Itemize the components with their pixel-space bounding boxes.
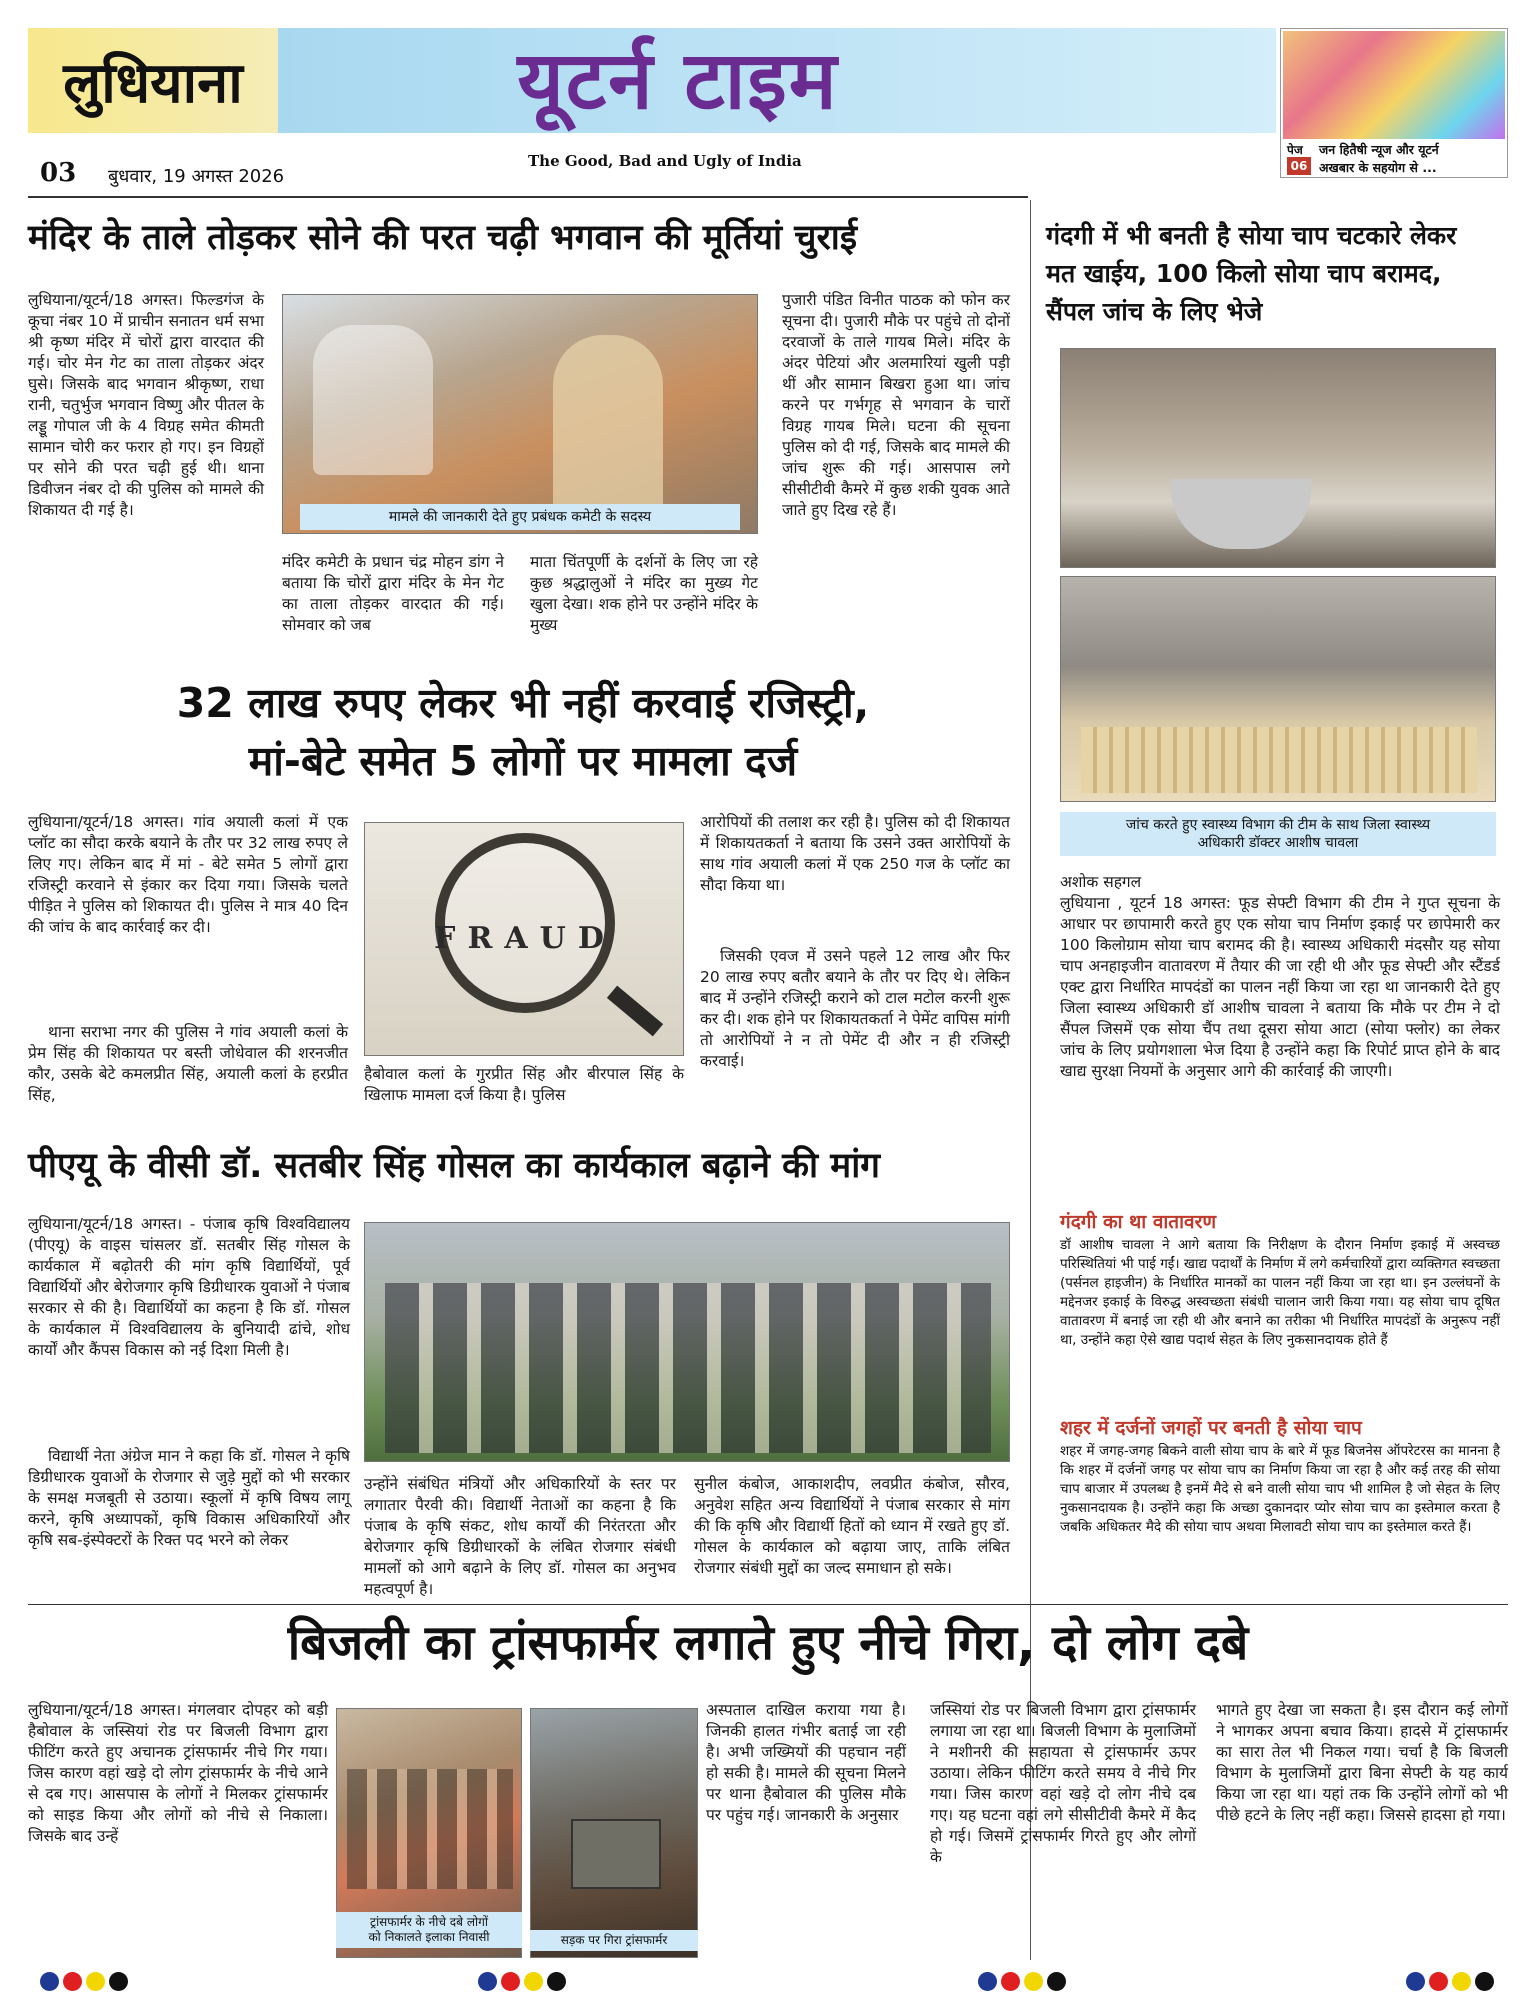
print-marks-mid-right — [978, 1972, 1070, 1995]
print-dot-yellow — [1452, 1972, 1471, 1991]
page-number: 03 — [40, 158, 77, 188]
story5-col3: जस्सियां रोड पर बिजली विभाग द्वारा ट्रांसफार्मर लगाया जा रहा था। बिजली विभाग के मुलाजिमों ने मशीनरी की सहायता से ट्रांसफार्मर ऊपर उठाया। लेकिन फीटिंग करते समय वे नीचे गिर गया। जिस कारण वहां खड़े दो लोग नीचे दब गए। यह घटना वहां लगे सीसीटीवी कैमरे में कैद हो गई। जिसमें ट्रांसफार्मर गिरते हुए और लोगों के — [930, 1701, 1196, 1866]
story2-under-image: हैबोवाल कलां के गुरप्रीत सिंह और बीरपाल सिंह के खिलाफ मामला दर्ज किया है। पुलिस — [364, 1065, 684, 1104]
story1-col3: माता चिंतपूर्णी के दर्शनों के लिए जा रहे कुछ श्रद्धालुओं ने मंदिर का मुख्य गेट खुला देखा। शक होने पर उन्होंने मंदिर के मुख्य — [530, 553, 758, 634]
print-dot-red — [1001, 1972, 1020, 1991]
promo-photo — [1283, 31, 1505, 139]
vessel-shape — [1171, 479, 1311, 549]
promo-line-2: अखबार के सहयोग से ... — [1319, 160, 1437, 175]
print-marks-left — [40, 1972, 132, 1995]
magnifier-handle — [607, 986, 663, 1037]
fallen-transformer-shape — [571, 1819, 661, 1889]
story1-photo — [282, 294, 758, 534]
story4-caption-line1: जांच करते हुए स्वास्थ्य विभाग की टीम के साथ जिला स्वास्थ्य — [1125, 817, 1431, 833]
promo-line-1: जन हितैषी न्यूज और यूटर्न — [1319, 142, 1439, 157]
print-dot-blue — [478, 1972, 497, 1991]
transformer-caption-1-line1: ट्रांसफार्मर के नीचे दबे लोगों — [370, 1915, 488, 1929]
promo-box[interactable] — [1280, 28, 1508, 178]
story5-top-rule — [28, 1604, 1508, 1605]
print-dot-red — [1429, 1972, 1448, 1991]
story2-col1a: लुधियाना/यूटर्न/18 अगस्त। गांव अयाली कलां में एक प्लॉट का सौदा करके बयाने के तौर पर 32 लाख रुपए ले लिए गए। लेकिन बाद में मां - बेटे समेत 5 लोगों द्वारा रजिस्ट्री करवाने से इंकार कर दिया गया। जिसके चलते पीड़ित ने पुलिस को शिकायत दी। पुलिस ने मात्र 40 दिन की जांच के बाद कार्रवाई कर दी। — [28, 813, 348, 936]
promo-page-label: पेज — [1287, 143, 1303, 157]
story1-col2: मंदिर कमेटी के प्रधान चंद्र मोहन डांग ने बताया कि चोरों द्वारा मंदिर के मेन गेट का ताला तोड़कर वारदात की गई। सोमवार को जब — [282, 553, 504, 634]
masthead-brand: यूटर्न टाइम — [517, 34, 839, 127]
fraud-photo — [364, 822, 684, 1056]
print-dot-black — [1475, 1972, 1494, 1991]
story4-headline-line2: मत खाईय, 100 किलो सोया चाप बरामद, — [1046, 259, 1442, 288]
story4-body: लुधियाना , यूटर्न 18 अगस्त: फूड सेफ्टी विभाग की टीम ने गुप्त सूचना के आधार पर छापामारी करते हुए एक सोया चाप निर्माण इकाई पर छापेमारी कर 100 किलोग्राम सोया चाप बरामद की है। स्वास्थ्य अधिकारी मंदसौर यह सोया चाप अनहाइजीन वातावरण में तैयार की जा रही थी और फूड सेफ्टी और स्टैंडर्ड एक्ट द्वारा निर्धारित मापदंडों का पालन नहीं किया जा रहा था जानकारी देते हुए जिला स्वास्थ्य अधिकारी डॉ आशीष चावला ने बताया कि मौके पर टीम ने दो सैंपल जिसमें एक सोया चैंप तथा दूसरा सोया आटा (सोया फ्लोर) का लेकर जांच के लिए प्रयोगशाला भेज दिया है उन्होंने कहा कि रिपोर्ट प्राप्त होने के बाद खाद्य सुरक्षा नियमों के अनुसार आगे की कार्रवाई की जाएगी। — [1060, 894, 1500, 1080]
print-dot-blue — [978, 1972, 997, 1991]
story2-headline-line2: मां-बेटे समेत 5 लोगों पर मामला दर्ज — [248, 737, 798, 785]
story5-col2: अस्पताल दाखिल कराया गया है। जिनकी हालत गंभीर बताई जा रही है। अभी जख्मियों की पहचान नहीं हो सकी है। मामले की सूचना मिलने पर थाना हैबोवाल की पुलिस मौके पर पहुंच गई। जानकारी के अनुसार — [706, 1701, 906, 1824]
story1-col1: लुधियाना/यूटर्न/18 अगस्त। फिल्डगंज के कूचा नंबर 10 में प्राचीन सनातन धर्म सभा श्री कृष्ण मंदिर में चोरों द्वारा वारदात की गई। चोर मेन गेट का ताला तोड़कर अंदर घुसे। जिसके बाद भगवान श्रीकृष्ण, राधा रानी, चतुर्भुज भगवान विष्णु और पीतल के लड्डू गोपाल जी के 4 विग्रह समेत कीमती सामान चोरी कर फरार हो गए। इन विग्रहों पर सोने की परत चढ़ी हुई थी। थाना डिवीजन नंबर दो की पुलिस को मामले की शिकायत दी गई है। — [28, 291, 264, 519]
vertical-rule-main — [1030, 200, 1031, 1960]
crowd-shape — [347, 1769, 513, 1889]
print-dot-black — [547, 1972, 566, 1991]
story3-headline: पीएयू के वीसी डॉ. सतबीर सिंह गोसल का कार्यकाल बढ़ाने की मांग — [28, 1146, 880, 1186]
print-dot-red — [63, 1972, 82, 1991]
print-dot-blue — [40, 1972, 59, 1991]
soya-unit-photo-1 — [1060, 348, 1496, 568]
print-dot-red — [501, 1972, 520, 1991]
print-dot-yellow — [1024, 1972, 1043, 1991]
story3-col2: उन्होंने संबंधित मंत्रियों और अधिकारियों के स्तर पर लगातार पैरवी की। विद्यार्थी नेताओं का कहना है कि पंजाब के कृषि संकट, शोध कार्यों की निरंतरता और बेरोजगार कृषि डिग्रीधारकों के लंबित रोजगार संबंधी मामलों को आगे बढ़ाने के लिए डॉ. गोसल का अनुभव महत्वपूर्ण है। — [364, 1475, 676, 1598]
issue-date: बुधवार, 19 अगस्त 2026 — [108, 166, 285, 187]
story3-col1a: लुधियाना/यूटर्न/18 अगस्त। - पंजाब कृषि विश्वविद्यालय (पीएयू) के वाइस चांसलर डॉ. सतबीर सिंह गोसल के कार्यकाल में बढ़ोतरी की मांग कृषि विद्यार्थियों, पूर्व विद्यार्थियों और बेरोजगार कृषि डिग्रीधारक युवाओं ने पंजाब सरकार से की है। विद्यार्थियों का कहना है कि डॉ. गोसल के कार्यकाल में विश्वविद्यालय के बुनियादी ढांचे, शोध कार्यों और कैंपस विकास को नई दिशा मिली है। — [28, 1215, 350, 1359]
story5-col1: लुधियाना/यूटर्न/18 अगस्त। मंगलवार दोपहर को बड़ी हैबोवाल के जस्सियां रोड पर बिजली विभाग द्वारा फीटिंग करते हुए अचानक ट्रांसफार्मर नीचे गिर गया। जिस कारण वहां खड़े दो लोग ट्रांसफार्मर के नीचे आने से दब गए। आसपास के लोगों ने मिलकर ट्रांसफार्मर को साइड किया और लोगों को नीचे से निकाला। जिसके बाद उन्हें — [28, 1701, 328, 1845]
group-people-shape — [385, 1283, 991, 1453]
story4-subhead-2: शहर में दर्जनों जगहों पर बनती है सोया चाप — [1060, 1417, 1362, 1439]
story4-sub2-body: शहर में जगह-जगह बिकने वाली सोया चाप के बारे में फूड बिजनेस ऑपरेटरस का मानना है कि शहर में दर्जनों जगह पर सोया चाप का निर्माण किया जा रहा है और कई तरह की सोया चाप बाजार में उपलब्ध है इनमें मैदे से बने वाली सोया चाप भी शामिल है जो सेहत के लिए नुकसानदायक है। उन्होंने कहा कि अच्छा दुकानदार प्योर सोया चाप का इस्तेमाल करता है जबकि अधिकतर मैदे की सोया चाप अथवा मिलावटी सोया चाप का इस्तेमाल करते हैं। — [1060, 1443, 1500, 1535]
story4-caption — [1060, 812, 1496, 856]
story5-col4: भागते हुए देखा जा सकता है। इस दौरान कई लोगों ने भागकर अपना बचाव किया। हादसे में ट्रांसफार्मर का सारा तेल भी निकल गया। चर्चा है कि बिजली विभाग के मुलाजिमों द्वारा बिना सेफ्टी के यह कार्य किया जा रहा था। यहां तक कि उन्होंने लोगों को भी पीछे हटने के लिए नहीं कहा। जिससे हादसा हो गया। — [1216, 1701, 1508, 1824]
story2-col3a: आरोपियों की तलाश कर रही है। पुलिस को दी शिकायत में शिकायतकर्ता ने बताया कि उसने उक्त आरोपियों के साथ गांव अयाली कलां में एक 250 गज के प्लॉट का सौदा किया था। — [700, 813, 1010, 894]
story4-headline-line3: सैंपल जांच के लिए भेजे — [1046, 297, 1263, 326]
soya-chaap-pile — [1081, 727, 1477, 793]
story1-col4: पुजारी पंडित विनीत पाठक को फोन कर सूचना दी। पुजारी मौके पर पहुंचे तो दोनों दरवाजों के ताले गायब मिले। मंदिर के अंदर पेटियां और अलमारियां खुली पड़ी थीं और सामान बिखरा हुआ था। जांच करने पर गर्भगृह से भगवान के चारों विग्रह गायब मिले। घटना की सूचना पुलिस को दी गई, जिसके बाद मामले की जांच शुरू की गई। आसपास लगे सीसीटीवी कैमरे में कुछ शकी युवक आते जाते हुए दिख रहे हैं। — [782, 291, 1010, 519]
fraud-blocks-word: FRAUD — [434, 921, 616, 956]
masthead — [28, 28, 1276, 188]
masthead-rule — [28, 196, 1028, 198]
person-shape — [553, 335, 663, 515]
transformer-caption-1 — [336, 1912, 522, 1948]
story1-headline: मंदिर के ताले तोड़कर सोने की परत चढ़ी भगवान की मूर्तियां चुराई — [28, 218, 858, 258]
story4-subhead-1: गंदगी का था वातावरण — [1060, 1211, 1217, 1233]
students-group-photo — [364, 1222, 1010, 1462]
story1-caption: मामले की जानकारी देते हुए प्रबंधक कमेटी के सदस्य — [300, 504, 740, 530]
promo-page-badge: 06 — [1287, 157, 1311, 175]
print-dot-black — [1047, 1972, 1066, 1991]
story5-headline: बिजली का ट्रांसफार्मर लगाते हुए नीचे गिरा, दो लोग दबे — [287, 1615, 1249, 1671]
story4-caption-line2: अधिकारी डॉक्टर आशीष चावला — [1197, 835, 1359, 851]
masthead-city: लुधियाना — [63, 50, 243, 116]
print-dot-black — [109, 1972, 128, 1991]
print-dot-yellow — [524, 1972, 543, 1991]
print-dot-yellow — [86, 1972, 105, 1991]
masthead-tagline: The Good, Bad and Ugly of India — [528, 152, 802, 170]
print-marks-center — [478, 1972, 570, 1995]
story3-col1b: विद्यार्थी नेता अंग्रेज मान ने कहा कि डॉ. गोसल ने कृषि डिग्रीधारक युवाओं के रोजगार से जुड़े मुद्दों को भी सरकार के समक्ष मजबूती से उठाया। स्कूलों में कृषि विषय लागू करने, कृषि अध्यापकों, कृषि विकास अधिकारियों और कृषि सब-इंस्पेक्टरों के रिक्त पद भरने को लेकर — [28, 1447, 350, 1549]
transformer-photo-2 — [530, 1708, 698, 1958]
story4-byline: अशोक सहगल — [1060, 873, 1142, 891]
transformer-caption-1-line2: को निकालते इलाका निवासी — [368, 1930, 490, 1944]
soya-unit-photo-2 — [1060, 576, 1496, 802]
transformer-caption-2: सड़क पर गिरा ट्रांसफार्मर — [530, 1930, 698, 1951]
print-dot-blue — [1406, 1972, 1425, 1991]
story2-headline-line1: 32 लाख रुपए लेकर भी नहीं करवाई रजिस्ट्री, — [176, 679, 870, 727]
story4-sub1-body: डॉ आशीष चावला ने आगे बताया कि निरीक्षण के दौरान निर्माण इकाई में अस्वच्छ परिस्थितियां भी पाई गईं। खाद्य पदार्थों के निर्माण में लगे कर्मचारियों द्वारा व्यक्तिगत स्वच्छता (पर्सनल हाइजीन) के निर्धारित मानकों का पालन नहीं किया जा रहा था। इन उल्लंघनों के मद्देनजर इकाई के विरुद्ध अस्वच्छता संबंधी चालान जारी किया गया। यह सोया चाप दूषित वातावरण में बनाई जा रही थी और बनाने का तरीका भी निर्धारित मापदंडों के अनुरूप नहीं था, उन्होंने कहा ऐसे खाद्य पदार्थ सेहत के लिए नुकसानदायक होते हैं — [1060, 1237, 1500, 1348]
story4-headline-line1: गंदगी में भी बनती है सोया चाप चटकारे लेकर — [1046, 221, 1457, 250]
story2-col1b: थाना सराभा नगर की पुलिस ने गांव अयाली कलां के प्रेम सिंह की शिकायत पर बस्ती जोधेवाल की शरनजीत कौर, उसके बेटे कमलप्रीत सिंह, अयाली कलां के हरप्रीत सिंह, — [28, 1023, 348, 1104]
temple-idol-shape — [313, 325, 433, 475]
print-marks-right — [1406, 1972, 1498, 1995]
story2-col3b: जिसकी एवज में उसने पहले 12 लाख और फिर 20 लाख रुपए बतौर बयाने के तौर पर दिए थे। लेकिन बाद में उन्होंने रजिस्ट्री कराने को टाल मटोल करनी शुरू कर दी। शक होने पर शिकायतकर्ता ने पेमेंट वापिस मांगी तो आरोपियों ने न तो पेमेंट दी और न ही रजिस्ट्री करवाई। — [700, 947, 1010, 1070]
story3-col3: सुनील कंबोज, आकाशदीप, लवप्रीत कंबोज, सौरव, अनुवेश सहित अन्य विद्यार्थियों ने पंजाब सरकार से मांग की कि कृषि और विद्यार्थी हितों को ध्यान में रखते हुए डॉ. गोसल के कार्यकाल को बढ़ाया जाए, ताकि लंबित रोजगार संबंधी मुद्दों का जल्द समाधान हो सके। — [694, 1475, 1010, 1577]
